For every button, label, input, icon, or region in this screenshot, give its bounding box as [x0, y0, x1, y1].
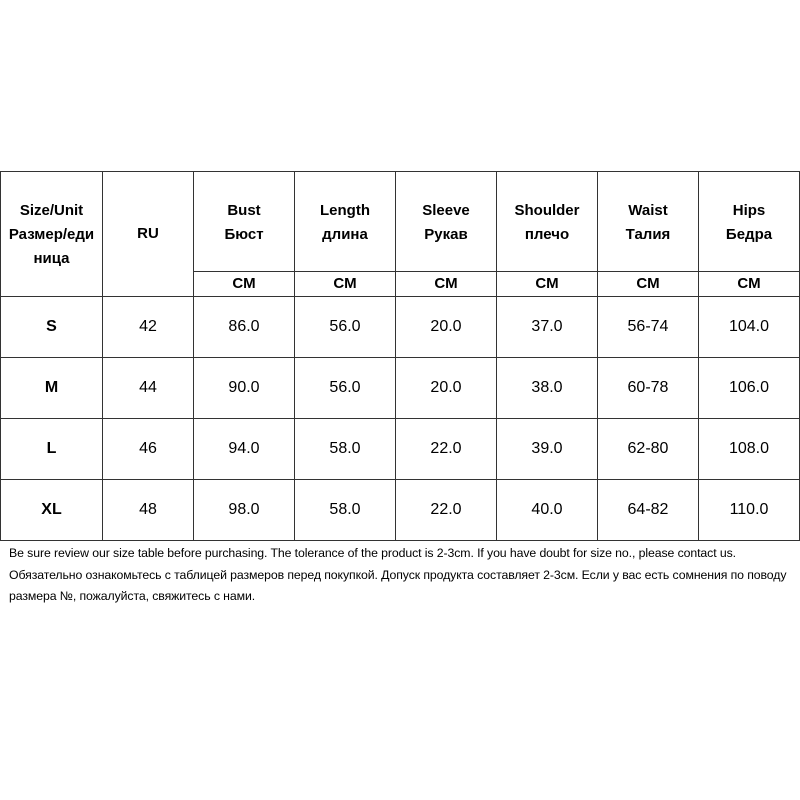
waist-cell: 60-78 [598, 358, 699, 419]
header-hips [699, 172, 800, 272]
bust-cell: 94.0 [194, 419, 295, 480]
header-bust-en: Bust [227, 202, 261, 219]
sleeve-cell: 22.0 [396, 419, 497, 480]
header-bust-ru: Бюст [224, 226, 264, 243]
shoulder-cell: 39.0 [497, 419, 598, 480]
ru-cell: 46 [103, 419, 194, 480]
header-shoulder-ru: плечо [524, 226, 570, 243]
waist-cell: 56-74 [598, 297, 699, 358]
header-shoulder-en: Shoulder [514, 202, 580, 219]
header-sleeve [396, 172, 497, 272]
header-size-line-2: Размер/еди [8, 226, 95, 243]
ru-cell: 48 [103, 480, 194, 541]
header-size-unit [1, 172, 103, 297]
sleeve-cell: 20.0 [396, 297, 497, 358]
header-shoulder [497, 172, 598, 272]
size-cell: S [1, 297, 103, 358]
size-cell: L [1, 419, 103, 480]
header-hips-ru: Бедра [725, 226, 773, 243]
ru-cell: 44 [103, 358, 194, 419]
header-row [1, 172, 800, 272]
note-line-ru: Обязательно ознакомьтесь с таблицей размеров перед покупкой. Допуск продукта составляет 2-3см. Если у вас есть сомнения по поводу [9, 567, 787, 582]
length-cell: 58.0 [295, 419, 396, 480]
header-waist [598, 172, 699, 272]
note-line-ru-cont: размера №, пожалуйста, свяжитесь с нами. [9, 589, 256, 603]
unit-bust: CM [194, 272, 295, 297]
ru-cell: 42 [103, 297, 194, 358]
unit-shoulder: CM [497, 272, 598, 297]
size-note [9, 543, 794, 608]
note-line-en: Be sure review our size table before purchasing. The tolerance of the product is 2-3cm. If you have doubt for size no., please contact us. [9, 546, 736, 560]
shoulder-cell: 40.0 [497, 480, 598, 541]
hips-cell: 104.0 [699, 297, 800, 358]
bust-cell: 98.0 [194, 480, 295, 541]
hips-cell: 106.0 [699, 358, 800, 419]
waist-cell: 62-80 [598, 419, 699, 480]
table-row [1, 419, 800, 480]
table-row [1, 297, 800, 358]
bust-cell: 86.0 [194, 297, 295, 358]
header-bust [194, 172, 295, 272]
sleeve-cell: 22.0 [396, 480, 497, 541]
hips-cell: 108.0 [699, 419, 800, 480]
header-size-line-3: ница [33, 250, 70, 267]
sleeve-cell: 20.0 [396, 358, 497, 419]
hips-cell: 110.0 [699, 480, 800, 541]
unit-hips: CM [699, 272, 800, 297]
table-row [1, 358, 800, 419]
header-size-line-1: Size/Unit [19, 202, 84, 219]
header-length-en: Length [320, 202, 370, 219]
shoulder-cell: 38.0 [497, 358, 598, 419]
header-sleeve-ru: Рукав [424, 226, 468, 243]
header-ru: RU [103, 172, 194, 297]
shoulder-cell: 37.0 [497, 297, 598, 358]
size-table [0, 171, 800, 541]
unit-sleeve: CM [396, 272, 497, 297]
unit-length: CM [295, 272, 396, 297]
header-waist-en: Waist [628, 202, 668, 219]
unit-waist: CM [598, 272, 699, 297]
length-cell: 56.0 [295, 297, 396, 358]
size-cell: XL [1, 480, 103, 541]
waist-cell: 64-82 [598, 480, 699, 541]
header-length-ru: длина [322, 226, 368, 243]
bust-cell: 90.0 [194, 358, 295, 419]
size-cell: M [1, 358, 103, 419]
header-hips-en: Hips [732, 202, 766, 219]
header-length [295, 172, 396, 272]
header-waist-ru: Талия [625, 226, 671, 243]
length-cell: 56.0 [295, 358, 396, 419]
header-sleeve-en: Sleeve [422, 202, 470, 219]
table-row [1, 480, 800, 541]
length-cell: 58.0 [295, 480, 396, 541]
